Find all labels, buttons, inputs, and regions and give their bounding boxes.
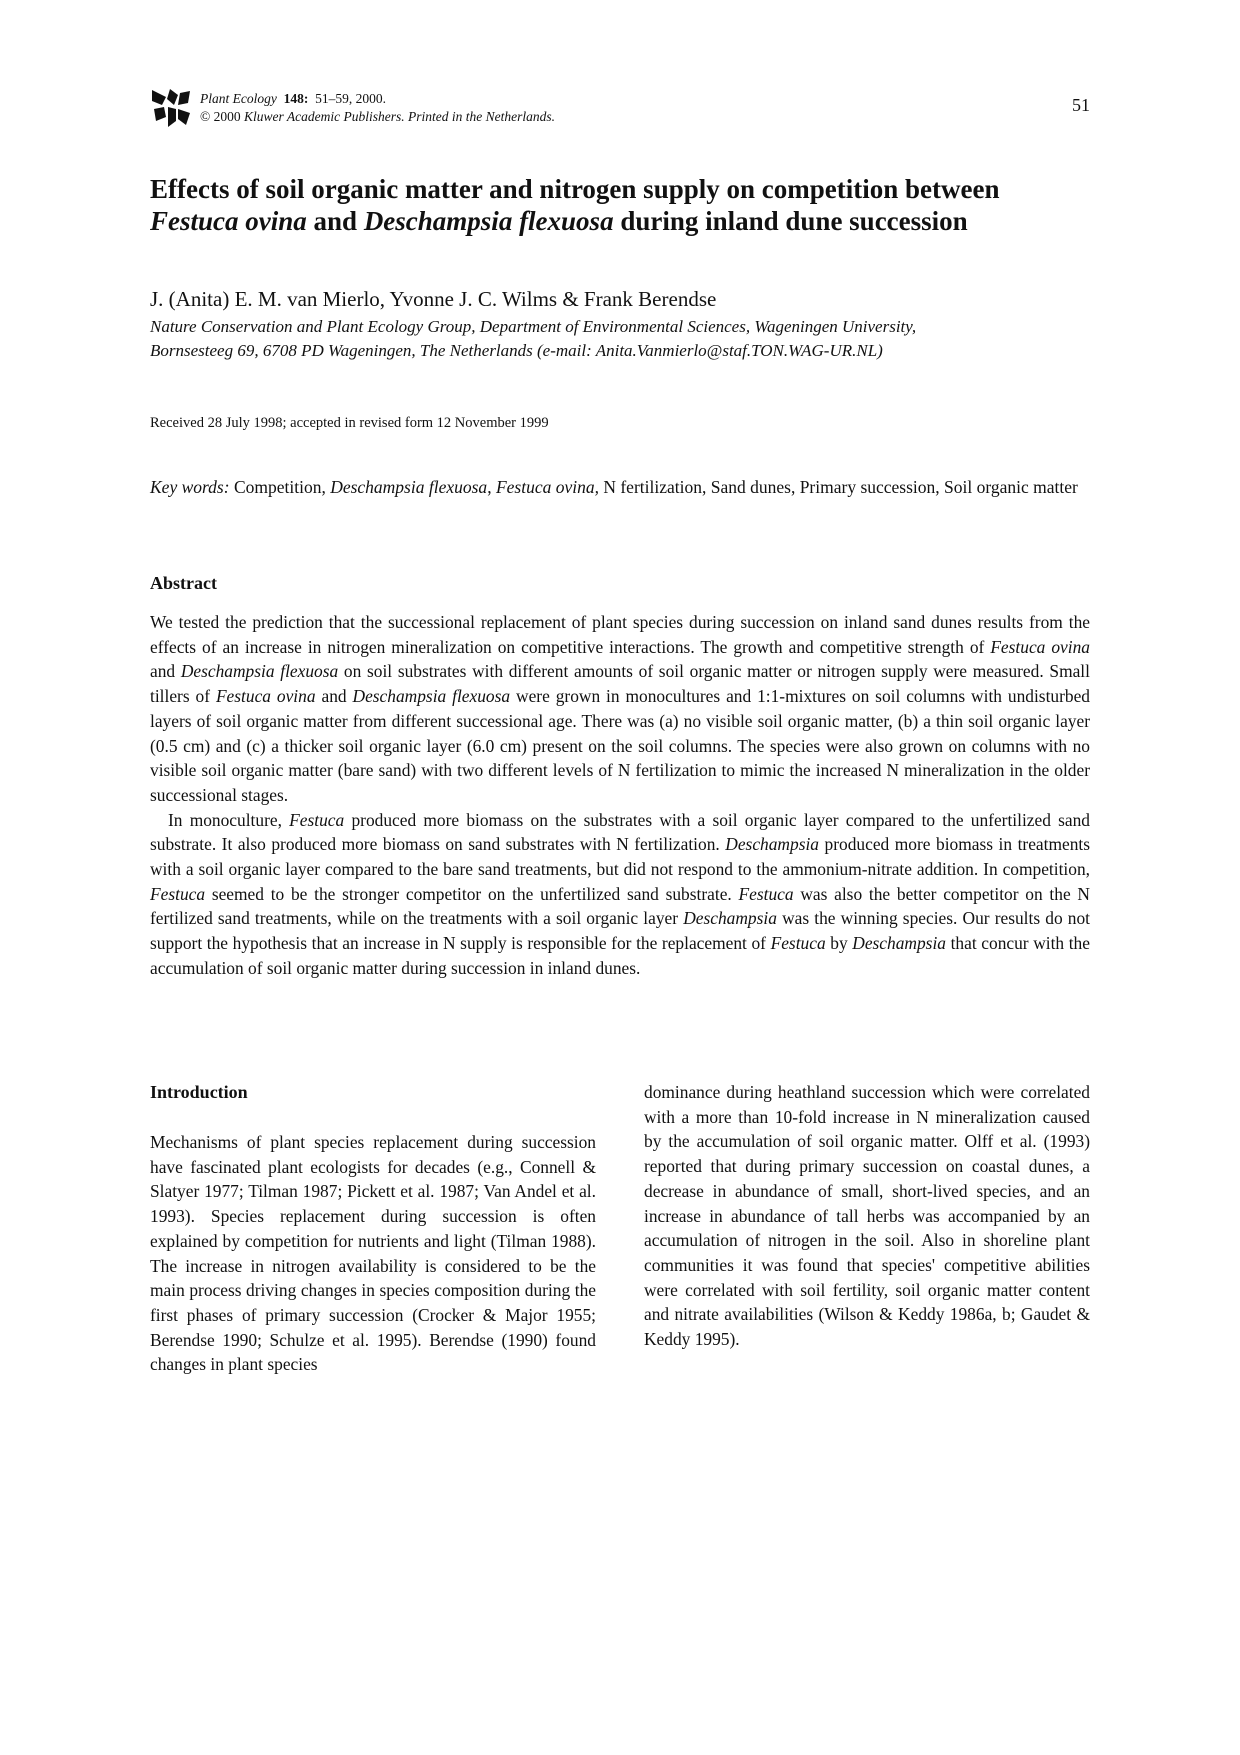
- abstract-text: produced more biomass in treatments with a soil organic layer compared to the bare sand treatments, but did not respond to the ammonium-nitrate addition. In competition,: [150, 834, 1091, 880]
- journal-line-2: [200, 108, 555, 126]
- journal-volume: 148:: [283, 91, 309, 106]
- keywords: [150, 475, 1090, 500]
- abstract-text: by: [830, 933, 848, 954]
- abstract-text: that concur with the accumulation of soil organic matter during succession in inland dunes.: [150, 933, 1090, 978]
- abstract-text: seemed to be the stronger competitor on the unfertilized sand substrate.: [211, 883, 732, 904]
- received-dates: Received 28 July 1998; accepted in revised form 12 November 1999: [150, 415, 549, 431]
- species-name: Festuca: [770, 933, 826, 954]
- abstract-text: was the winning species. Our results do not support the hypothesis that an increase in N supply is responsible for the replacement of: [150, 908, 1090, 954]
- abstract-text: were grown in monocultures and 1:1-mixtures on soil columns with undisturbed layers of soil organic matter from different successional age. There was (a) no visible soil organic matter, (b) a thin soil organic layer (0.5 cm) and (c) a thicker soil organic layer (6.0 cm) present on the soil columns. The species were also grown on columns with no visible soil organic matter (bare sand) with two different levels of N fertilization to mimic the increased N mineralization in the older successional stages.: [150, 686, 1090, 805]
- species-name: Deschampsia flexuosa: [180, 661, 339, 682]
- publisher-logo-icon: [150, 87, 192, 129]
- abstract-paragraph-1: [150, 610, 1090, 808]
- species-name: Deschampsia flexuosa: [352, 686, 511, 707]
- keywords-rest: N fertilization, Sand dunes, Primary succession, Soil organic matter: [603, 477, 1078, 497]
- abstract-text: We tested the prediction that the successional replacement of plant species during succession on inland sand dunes results from the effects of an increase in nitrogen mineralization on competitive interactions. The growth and competitive strength of: [150, 612, 1090, 657]
- title-species-1: Festuca ovina: [150, 206, 307, 236]
- journal-pages-year: 51–59, 2000.: [315, 91, 386, 106]
- affiliation-line-1: Nature Conservation and Plant Ecology Group, Department of Environmental Sciences, Wageningen University,: [150, 317, 917, 336]
- title-part-1: Effects of soil organic matter and nitrogen supply on competition between: [150, 174, 1000, 204]
- species-name: Festuca: [289, 809, 345, 830]
- journal-citation: [200, 90, 555, 126]
- publisher-line: Kluwer Academic Publishers. Printed in the Netherlands.: [244, 109, 555, 124]
- copyright-prefix: © 2000: [200, 109, 241, 124]
- species-name: Festuca: [150, 883, 206, 904]
- keyword-3: Festuca ovina,: [495, 477, 599, 497]
- paper-title: [150, 173, 1100, 237]
- journal-name: Plant Ecology: [200, 91, 277, 106]
- introduction-right-column: dominance during heathland succession which were correlated with a more than 10-fold increase in N mineralization caused by the accumulation of soil organic matter. Olff et al. (1993) reported that during primary succession on coastal dunes, a decrease in abundance of small, short-lived species, and an increase in abundance of tall herbs was accompanied by an accumulation of nitrogen in the soil. Also in shoreline plant communities it was found that species' competitive abilities were correlated with soil fertility, soil organic matter content and nitrate availabilities (Wilson & Keddy 1986a, b; Gaudet & Keddy 1995).: [644, 1082, 1090, 1350]
- title-species-2: Deschampsia flexuosa: [363, 206, 614, 236]
- abstract-text: and: [150, 661, 176, 682]
- abstract-paragraph-2: [150, 808, 1090, 981]
- authors: J. (Anita) E. M. van Mierlo, Yvonne J. C. Wilms & Frank Berendse: [150, 287, 717, 311]
- species-name: Festuca: [738, 883, 794, 904]
- species-name: Festuca ovina: [990, 636, 1090, 657]
- title-and: and: [313, 206, 358, 236]
- introduction-heading: Introduction: [150, 1082, 248, 1102]
- keywords-label: Key words:: [150, 477, 230, 497]
- abstract-heading: Abstract: [150, 573, 217, 593]
- keyword-1: Competition,: [233, 477, 326, 497]
- title-part-2: during inland dune succession: [620, 206, 968, 236]
- abstract-text: produced more biomass on the substrates with a soil organic layer compared to the unfertilized sand substrate. It also produced more biomass on sand substrates with N fertilization.: [150, 809, 1091, 855]
- affiliation-line-2: Bornsesteeg 69, 6708 PD Wageningen, The Netherlands (e-mail: Anita.Vanmierlo@staf.TON.WAG-UR.NL): [150, 341, 883, 360]
- abstract-text: was also the better competitor on the N fertilized sand treatments, while on the treatments with a soil organic layer: [150, 883, 1090, 929]
- keyword-2: Deschampsia flexuosa: [330, 477, 488, 497]
- species-name: Deschampsia: [852, 933, 946, 954]
- abstract-text: and: [321, 686, 347, 707]
- abstract-text: on soil substrates with different amounts of soil organic matter or nitrogen supply were measured. Small tillers of: [150, 661, 1090, 707]
- keyword-separator: ,: [487, 477, 492, 497]
- species-name: Deschampsia: [683, 908, 777, 929]
- journal-line-1: [200, 90, 555, 108]
- abstract-body: [150, 610, 1090, 981]
- introduction-left-column: Mechanisms of plant species replacement during succession have fascinated plant ecologists for decades (e.g., Connell & Slatyer 1977; Tilman 1987; Pickett et al. 1987; Van Andel et al. 1993). Species replacement during succession is often explained by competition for nutrients and light (Tilman 1988). The increase in nitrogen availability is considered to be the main process driving changes in species composition during the first phases of primary succession (Crocker & Major 1955; Berendse 1990; Schulze et al. 1995). Berendse (1990) found changes in plant species: [150, 1132, 596, 1375]
- species-name: Festuca ovina: [215, 686, 316, 707]
- page-number: 51: [1072, 95, 1090, 115]
- abstract-text: In monoculture,: [168, 809, 282, 830]
- affiliation: [150, 315, 1100, 363]
- species-name: Deschampsia: [725, 834, 819, 855]
